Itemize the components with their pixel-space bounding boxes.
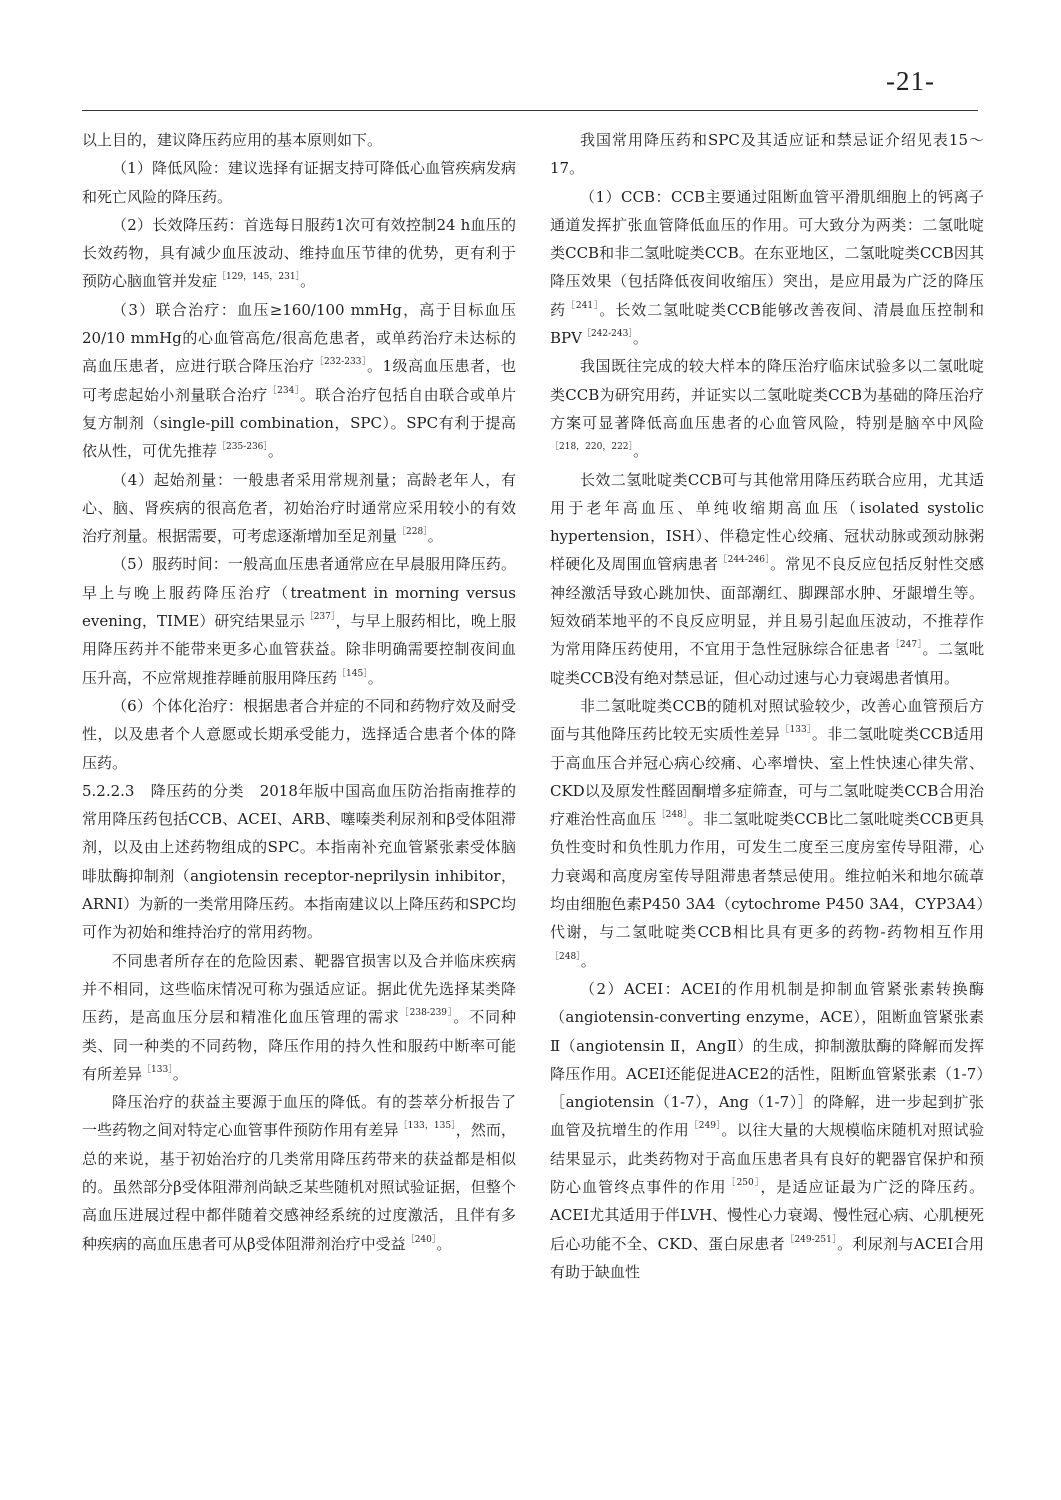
paragraph: 以上目的，建议降压药应用的基本原则如下。 xyxy=(82,131,383,149)
citation: ［228］ xyxy=(397,527,428,538)
citation: ［237］ xyxy=(304,612,336,623)
page-number: -21- xyxy=(886,66,935,96)
paragraph: 我国常用降压药和SPC及其适应证和禁忌证介绍见表15～17。 xyxy=(550,131,984,178)
paragraph: （3）联合治疗：血压≥160/100 mmHg，高于目标血压20/10 mmHg的心血管高危/很高危患者，或单药治疗未达标的高血压患者，应进行联合降压治疗$^{[232-233]}$。1级高血压患者，也可考虑起始小剂量联合治疗$^{[234]}$。联合治疗包括自由联合或单片复方制剂（single-pill combination，SPC）。SPC有利于提高依从性，可优先推荐$^{[235-236]}$。 xyxy=(82,300,516,461)
paragraph: 长效二氢吡啶类CCB可与其他常用降压药联合应用，尤其适用于老年高血压、单纯收缩期高血压（isolated systolic hypertension，ISH）、伴稳定性心绞痛、冠状动脉或颈动脉粥样硬化及周围血管病患者$^{[244-246]}$。常见不良反应包括反射性交感神经激活导致心跳加快、面部潮红、脚踝部水肿、牙龈增生等。短效硝苯地平的不良反应明显，并且易引起血压波动，不推荐作为常用降压药使用，不宜用于急性冠脉综合征患者$^{[247]}$。二氢吡啶类CCB没有绝对禁忌证，但心动过速与心力衰竭患者慎用。 xyxy=(550,470,984,687)
citation: ［232-233］ xyxy=(314,357,367,368)
paragraph: （1）CCB：CCB主要通过阻断血管平滑肌细胞上的钙离子通道发挥扩张血管降低血压的作用。可大致分为两类：二氢吡啶类CCB和非二氢吡啶类CCB。在东亚地区，二氢吡啶类CCB因其降压效果（包括降低夜间收缩压）突出，是应用最为广泛的降压药$^{[241]}$。长效二氢吡啶类CCB能够改善夜间、清晨血压控制和$BPV^{[242-243]}$。 xyxy=(550,187,984,348)
paragraph: （1）降低风险：建议选择有证据支持可降低心血管疾病发病和死亡风险的降压药。 xyxy=(82,159,516,206)
citation: ［248］ xyxy=(550,951,581,962)
citation: ［248］ xyxy=(656,810,688,821)
paragraph: 我国既往完成的较大样本的降压治疗临床试验多以二氢吡啶类CCB为研究用药，并证实以二氢吡啶类CCB为基础的降压治疗方案可显著降低高血压患者的心血管风险，特别是脑卒中风险$^{[218,220,222]}$。 xyxy=(550,357,984,461)
right-column xyxy=(550,126,984,1286)
citation: ［238-239］ xyxy=(399,1008,454,1019)
citation: ［247］ xyxy=(890,640,923,651)
citation: ［235-236］ xyxy=(217,442,268,453)
paragraph: 不同患者所存在的危险因素、靶器官损害以及合并临床疾病并不相同，这些临床情况可称为强适应证。据此优先选择某类降压药，是高血压分层和精准化血压管理的需求$^{[238-239]}$。不同种类、同一种类的不同药物，降压作用的持久性和服药中断率可能有所差异$^{[133]}$。 xyxy=(82,951,516,1083)
left-column xyxy=(82,126,516,1258)
citation: ［129，145，231］ xyxy=(217,272,301,283)
paragraph: （2）ACEI：ACEI的作用机制是抑制血管紧张素转换酶（angiotensin-converting enzyme，ACE），阻断血管紧张素Ⅱ（angiotensin Ⅱ，AngⅡ）的生成，抑制激肽酶的降解而发挥降压作用。ACEI还能促进ACE2的活性，阻断血管紧张素（1-7）［angiotensin（1-7），Ang（1-7）］的降解，进一步起到扩张血管及抗增生的作用$^{[249]}$。以往大量的大规模临床随机对照试验结果显示，此类药物对于高血压患者具有良好的靶器官保护和预防心血管终点事件的作用$^{[250]}$，是适应证最为广泛的降压药。ACEI尤其适用于伴LVH、慢性心力衰竭、慢性冠心病、心肌梗死后心功能不全、CKD、蛋白尿患者$^{[249-251]}$。利尿剂与ACEI合用有助于缺血性 xyxy=(550,979,984,1281)
citation: ［249］ xyxy=(689,1121,722,1132)
header-rule xyxy=(82,110,978,111)
citation: ［133］ xyxy=(142,1064,173,1075)
paragraph: （4）起始剂量：一般患者采用常规剂量；高龄老年人，有心、脑、肾疾病的很高危者，初始治疗时通常应采用较小的有效治疗剂量。根据需要，可考虑逐渐增加至足剂量$^{[228]}$。 xyxy=(82,470,516,546)
citation: ［133，135］ xyxy=(398,1121,456,1132)
paragraph: （6）个体化治疗：根据患者合并症的不同和药物疗效及耐受性，以及患者个人意愿或长期承受能力，选择适合患者个体的降压药。 xyxy=(82,696,516,772)
citation: ［240］ xyxy=(405,1234,437,1245)
paragraph: 降压治疗的获益主要源于血压的降低。有的荟萃分析报告了一些药物之间对特定心血管事件预防作用有差异$^{[133,135]}$，然而，总的来说，基于初始治疗的几类常用降压药带来的获益都是相似的。虽然部分β受体阻滞剂尚缺乏某些随机对照试验证据，但整个高血压进展过程中都伴随着交感神经系统的过度激活，且伴有多种疾病的高血压患者可从β受体阻滞剂治疗中受益$^{[240]}$。 xyxy=(82,1093,516,1253)
paragraph: （2）长效降压药：首选每日服药1次可有效控制24 h血压的长效药物，具有减少血压波动、维持血压节律的优势，更有利于预防心脑血管并发症$^{[129,145,231]}$。 xyxy=(82,215,516,291)
paragraph: 非二氢吡啶类CCB的随机对照试验较少，改善心血管预后方面与其他降压药比较无实质性差异$^{[133]}$。非二氢吡啶类CCB适用于高血压合并冠心病心绞痛、心率增快、室上性快速心律失常、CKD以及原发性醛固酮增多症筛查，可与二氢吡啶类CCB合用治疗难治性高血压$^{[248]}$。非二氢吡啶类CCB比二氢吡啶类CCB更具负性变时和负性肌力作用，可发生二度至三度房室传导阻滞，心力衰竭和高度房室传导阻滞患者禁忌使用。维拉帕米和地尔硫䓬均由细胞色素P450 3A4（cytochrome P450 3A4，CYP3A4）代谢，与二氢吡啶类CCB相比具有更多的药物-药物相互作用$^{[248]}$。 xyxy=(550,696,984,970)
citation: ［242-243］ xyxy=(581,329,633,340)
citation: ［133］ xyxy=(780,725,812,736)
citation: ［244-246］ xyxy=(718,555,771,566)
paragraph: （5）服药时间：一般高血压患者通常应在早晨服用降压药。早上与晚上服药降压治疗（treatment in morning versus evening，TIME）研究结果显示$^{[237]}$，与早上服药相比，晚上服用降压药并不能带来更多心血管获益。除非明确需要控制夜间血压升高，不应常规推荐睡前服用降压药$^{[145]}$。 xyxy=(82,555,516,687)
citation: ［234］ xyxy=(267,385,300,396)
citation: ［250］ xyxy=(726,1177,761,1188)
citation: ［145］ xyxy=(337,668,368,679)
citation: ［241］ xyxy=(565,300,600,311)
citation: ［249-251］ xyxy=(785,1234,838,1245)
section-heading-paragraph: 5.2.2.3 降压药的分类 2018年版中国高血压防治指南推荐的常用降压药包括CCB、ACEI、ARB、噻嗪类利尿剂和β受体阻滞剂，以及由上述药物组成的SPC。本指南补充血管紧张素受体脑啡肽酶抑制剂（angiotensin receptor-neprilysin inhibitor，ARNI）为新的一类常用降压药。本指南建议以上降压药和SPC均可作为初始和维持治疗的常用药物。 xyxy=(82,781,516,942)
citation: ［218，220，222］ xyxy=(550,442,634,453)
